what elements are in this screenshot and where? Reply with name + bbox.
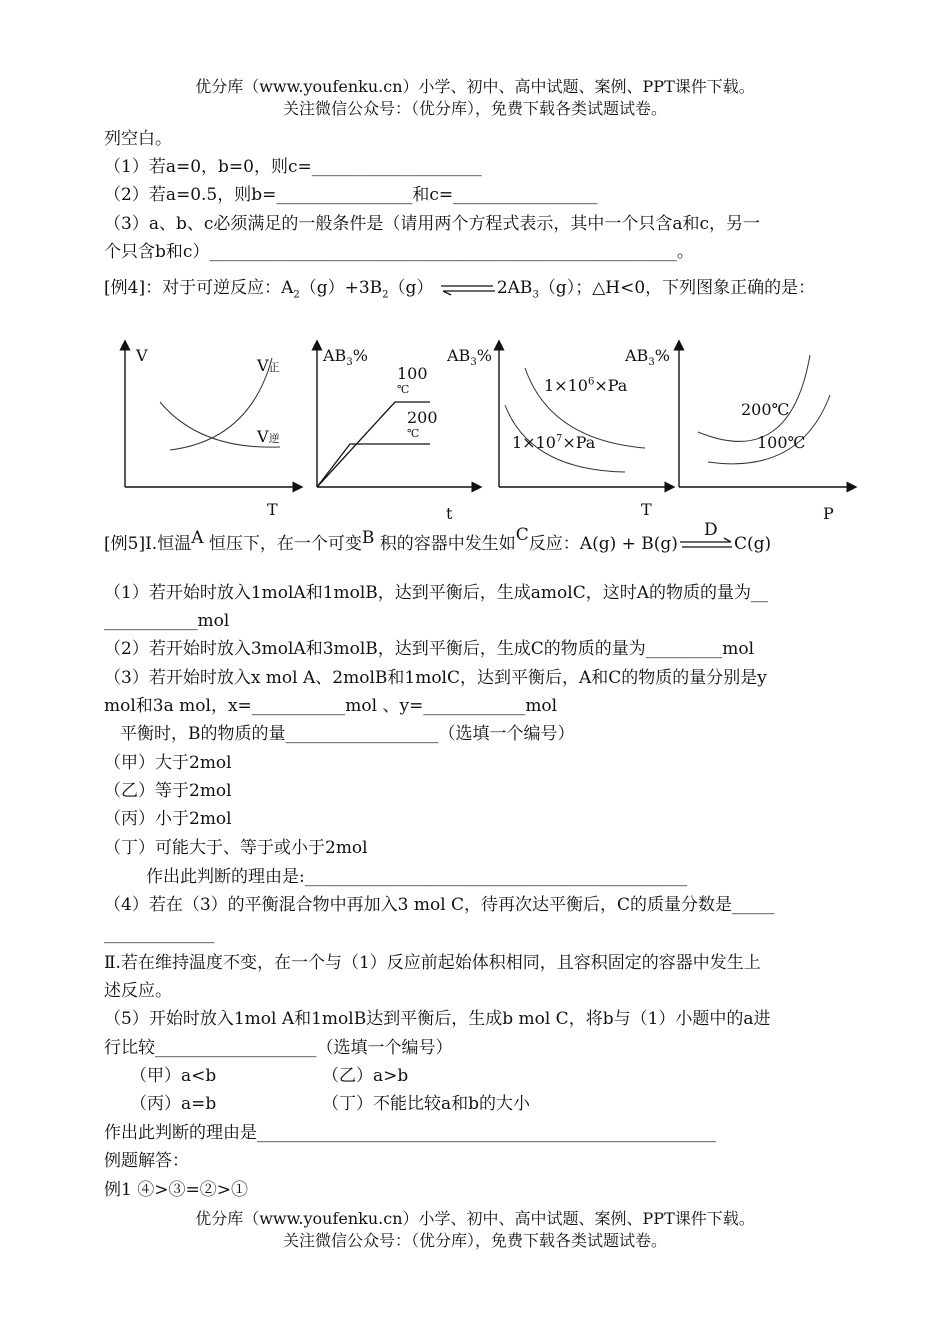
header-line-1: 优分库（www.youfenku.cn）小学、初中、高中试题、案例、PPT课件下载。 — [195, 77, 755, 96]
graph-2-line-200 — [317, 444, 430, 487]
part-2-line-2: 述反应。 — [104, 981, 172, 1001]
graph-2-tag: B — [361, 528, 375, 548]
choice-ding: （丁）不能比较a和b的大小 — [322, 1094, 531, 1114]
q3-line-1: （3）若开始时放入x mol A、2molB和1molC，达到平衡后，A和C的物质的量分别是y — [104, 668, 767, 688]
q4-line-2: _____________ — [104, 924, 215, 944]
example-5-heading: [例5]I.恒温A 恒压下，在一个可变B 积的容器中发生如C反应：A(g) + B(g) D C(g) — [104, 531, 771, 557]
graph-4-tag: D — [703, 519, 718, 540]
intro-line-3: （3）a、b、c必须满足的一般条件是（请用两个方程式表示，其中一个只含a和c，另一 — [104, 214, 761, 234]
graph-4-x-label: P — [823, 504, 834, 523]
q2-line: （2）若开始时放入3molA和3molB，达到平衡后，生成C的物质的量为_________mol — [104, 639, 755, 659]
option-yi: （乙）等于2mol — [104, 781, 232, 801]
graph-2-label-100: 100 ℃ — [397, 364, 428, 396]
footer-line-2: 关注微信公众号：（优分库），免费下载各类试题试卷。 — [282, 1231, 667, 1250]
graph-4-y-label: $AB_3\%$ — [625, 346, 670, 369]
intro-line-1: （1）若a=0，b=0，则c=____________________ — [104, 157, 482, 177]
answers-title: 例题解答： — [104, 1151, 189, 1171]
graph-3-x-label: T — [641, 500, 652, 519]
intro-line-4: 个只含b和c）_______________________________________________________。 — [104, 242, 694, 262]
graph-2-x-label: t — [446, 504, 453, 523]
q4-line-1: （4）若在（3）的平衡混合物中再加入3 mol C，待再次达平衡后，C的质量分数是_____ — [104, 895, 775, 915]
graph-1-tag: A — [191, 528, 204, 548]
header-line-2: 关注微信公众号：（优分库），免费下载各类试题试卷。 — [282, 99, 667, 118]
q3-line-3: 平衡时，B的物质的量__________________（选填一个编号） — [120, 724, 575, 744]
intro-line-0: 列空白。 — [104, 129, 172, 149]
graph-3-label-1e7: $1\times 10^7\times Pa$ — [512, 433, 596, 452]
graph-3-y-label: $AB_3\%$ — [447, 346, 492, 369]
graph-1-curve-label-2: V逆 — [257, 427, 280, 446]
example-4-line: [例4]：对于可逆反应：$A_2(g)+3B_2(g)$ $2AB_3(g)$；△H<0，下列图象正确的是： — [104, 278, 816, 301]
graph-3-label-1e6: $1\times 10^6\times Pa$ — [544, 376, 628, 395]
graph-3-tag: C — [515, 525, 529, 545]
q3-line-2: mol和3a mol，x=___________mol 、y=____________mol — [104, 696, 558, 716]
q5-line-2: 行比较___________________（选填一个编号） — [104, 1038, 453, 1058]
intro-line-2: （2）若a=0.5，则b=________________和c=_________________ — [104, 185, 598, 205]
reason-line-2: 作出此判断的理由是______________________________________________________ — [104, 1123, 716, 1143]
q1-line-2: ___________mol — [104, 611, 230, 631]
choice-jia: （甲）a<b — [130, 1066, 217, 1086]
choice-yi: （乙）a>b — [322, 1066, 409, 1086]
q5-line-1: （5）开始时放入1mol A和1molB达到平衡后，生成b mol C，将b与（1）小题中的a进 — [104, 1009, 771, 1029]
equilibrium-arrow-icon — [678, 519, 734, 553]
graph-4-label-100: 100℃ — [757, 433, 806, 452]
answer-1: 例1 ④>③=②>① — [104, 1180, 248, 1200]
choice-bing: （丙）a=b — [130, 1094, 217, 1114]
part-2-line-1: Ⅱ.若在维持温度不变，在一个与（1）反应前起始体积相同，且容积固定的容器中发生上 — [104, 953, 761, 973]
graph-1-curve-label-1: V正 — [257, 356, 280, 375]
graph-1-x-label: T — [267, 500, 278, 519]
option-bing: （丙）小于2mol — [104, 809, 232, 829]
graph-2-label-200: 200 ℃ — [407, 408, 438, 440]
footer-line-1: 优分库（www.youfenku.cn）小学、初中、高中试题、案例、PPT课件下载。 — [195, 1209, 755, 1228]
graph-1-y-label: V — [136, 346, 148, 365]
option-jia: （甲）大于2mol — [104, 753, 232, 773]
reason-line: 作出此判断的理由是:_____________________________________________ — [146, 867, 688, 887]
graph-4-curve-200 — [698, 355, 810, 441]
q1-line-1: （1）若开始时放入1molA和1molB，达到平衡后，生成amolC，这时A的物质的量为__ — [104, 583, 769, 603]
graph-4-label-200: 200℃ — [741, 400, 790, 419]
graph-2-y-label: $AB_3\%$ — [323, 346, 368, 369]
equilibrium-arrow-icon — [439, 281, 497, 297]
option-ding: （丁）可能大于、等于或小于2mol — [104, 838, 368, 858]
